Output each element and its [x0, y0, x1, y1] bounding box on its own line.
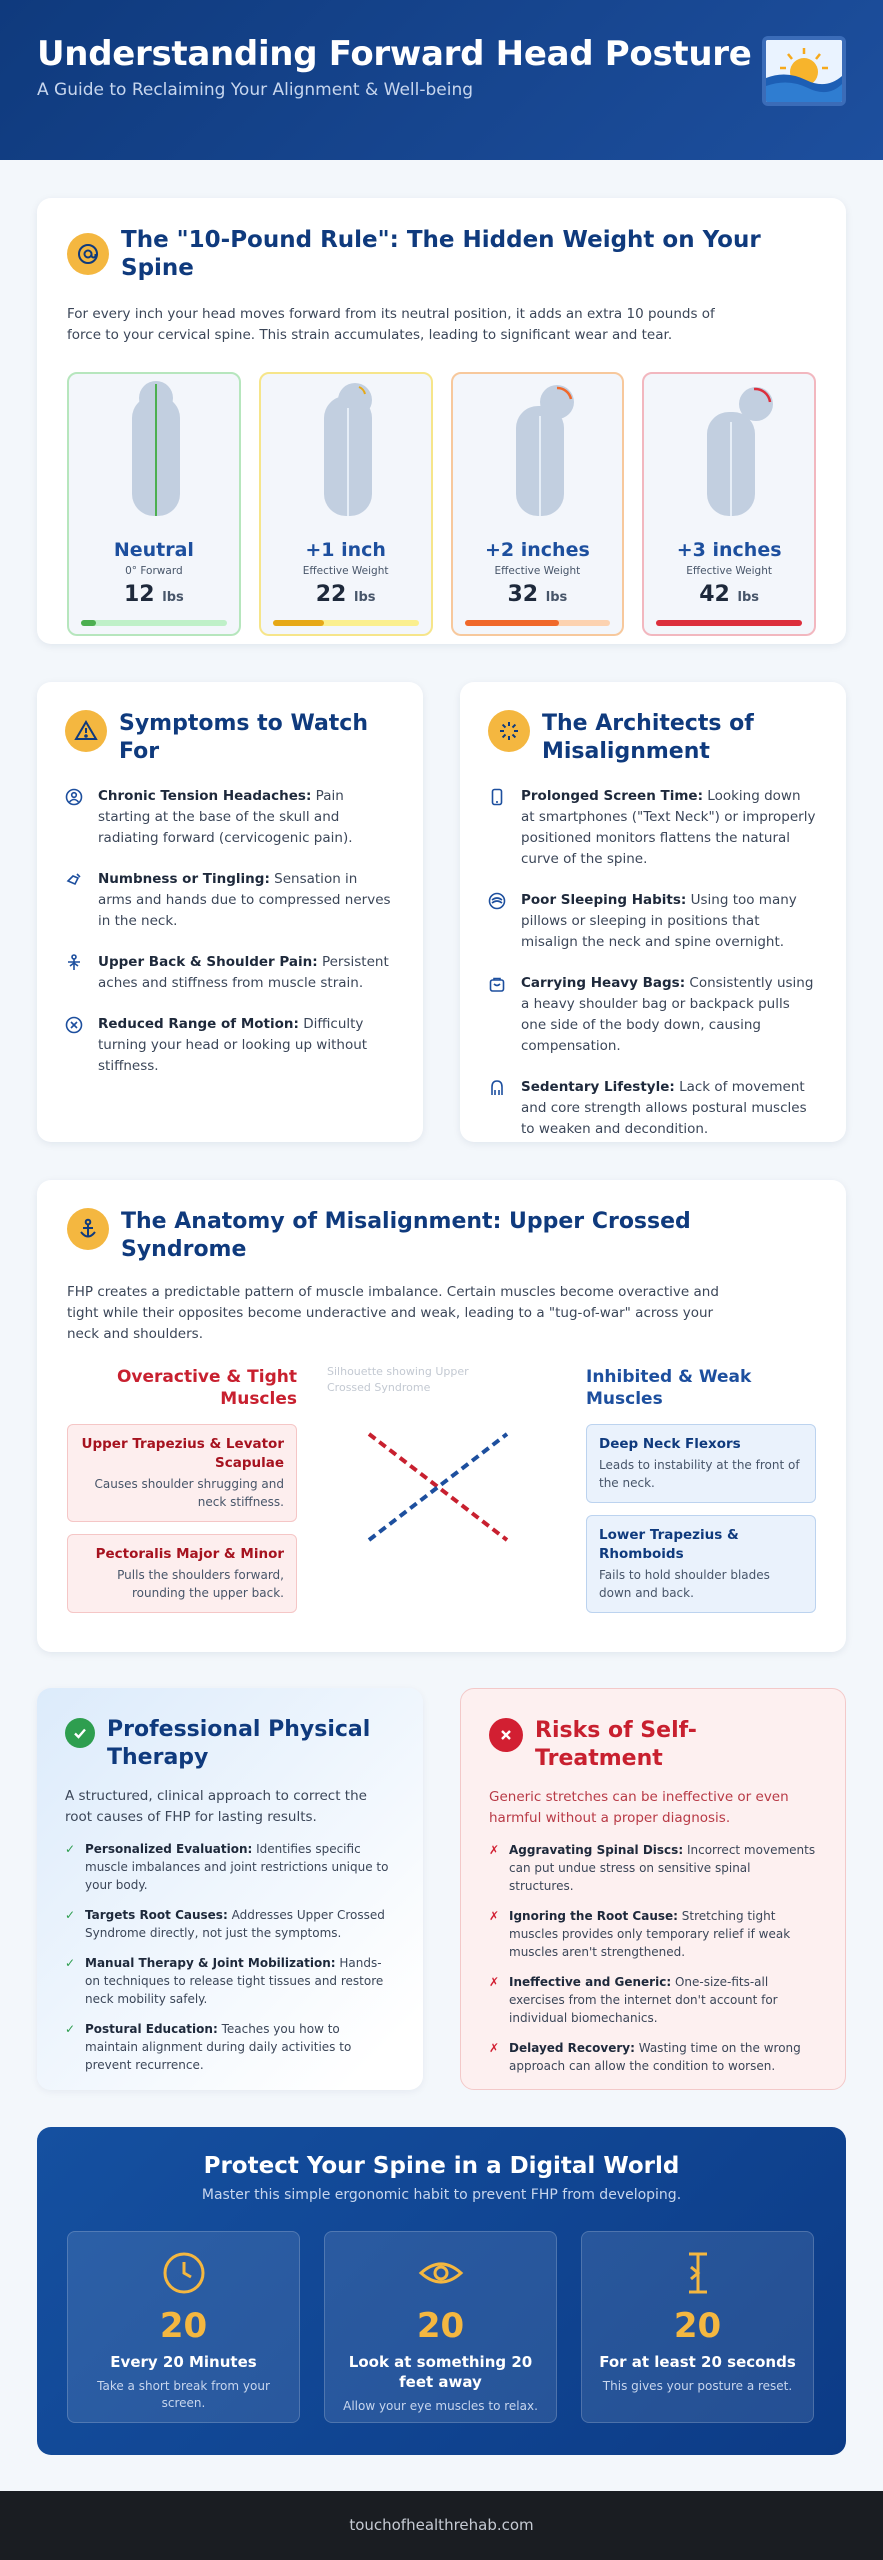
posture-sub: Effective Weight [494, 565, 581, 577]
list-item: ✓ Manual Therapy & Joint Mobilization: Hands-on techniques to release tight tissues and restore neck mobility safely. [65, 1956, 384, 2006]
head-icon [65, 788, 85, 849]
anatomy-title: The Anatomy of Misalignment: Upper Crossed Syndrome [121, 1209, 691, 1262]
tip-tile: 20 For at least 20 seconds This gives your posture a reset. [581, 2231, 814, 2423]
risks-section [460, 1688, 846, 2090]
symptoms-section [37, 682, 423, 1142]
page-subtitle: A Guide to Reclaiming Your Alignment & Well-being [37, 80, 474, 100]
protect-section [37, 2127, 846, 2455]
pt-title: Professional Physical Therapy [107, 1717, 371, 1770]
close-circle-icon [489, 1718, 523, 1752]
list-item: Upper Back & Shoulder Pain: Persistent aches and stiffness from muscle strain. [65, 952, 395, 994]
logo [762, 36, 846, 106]
forward-3-figure-icon [644, 374, 818, 534]
muscle-card: Deep Neck Flexors Leads to instability at the front of the neck. [586, 1424, 816, 1503]
forward-2-figure-icon [453, 374, 627, 534]
phone-icon [488, 788, 508, 870]
list-item: ✓ Postural Education: Teaches you how to maintain alignment during daily activities to prevent recurrence. [65, 2022, 352, 2072]
weight-bar-fill [465, 620, 560, 626]
cross-mark-icon: ✗ [489, 2041, 500, 2055]
burst-icon [488, 710, 530, 752]
list-item: ✓ Personalized Evaluation: Identifies specific muscle imbalances and joint restrictions unique to your body. [65, 1842, 389, 1892]
ten-pound-rule-intro: For every inch your head moves forward from its neutral position, it adds an extra 10 pounds of force to your cervical spine. This strain accumulates, leading to significant wear and tear. [67, 306, 715, 343]
cross-mark-icon: ✗ [489, 1975, 500, 1989]
protect-title: Protect Your Spine in a Digital World [203, 2153, 680, 2179]
eye-icon [418, 2250, 464, 2296]
footer [0, 2491, 883, 2560]
architects-title: The Architects of Misalignment [542, 711, 754, 764]
clock-icon [161, 2250, 207, 2296]
weight-bar-fill [81, 620, 96, 626]
timer-icon [675, 2250, 721, 2296]
check-mark-icon: ✓ [65, 1908, 76, 1922]
cross-mark-icon: ✗ [489, 1843, 500, 1857]
muscle-card: Pectoralis Major & Minor Pulls the shoulders forward, rounding the upper back. [67, 1534, 297, 1613]
list-item: ✗ Aggravating Spinal Discs: Incorrect movements can put undue stress on sensitive spinal structures. [489, 1843, 816, 1893]
overactive-column [67, 1366, 297, 1613]
tip-tile: 20 Every 20 Minutes Take a short break from your screen. [67, 2231, 300, 2423]
tip-tile: 20 Look at something 20 feet away Allow your eye muscles to relax. [324, 2231, 557, 2423]
architects-section [460, 682, 846, 1142]
forward-1-figure-icon [261, 374, 435, 534]
posture-card-3-inches [642, 372, 816, 636]
list-item: Sedentary Lifestyle: Lack of movement and core strength allows postural muscles to weaken and decondition. [488, 1077, 818, 1140]
ten-pound-rule-title: The "10-Pound Rule": The Hidden Weight on Your Spine [121, 227, 761, 281]
list-item: Carrying Heavy Bags: Consistently using a heavy shoulder bag or backpack pulls one side of the body down, causing compensation. [488, 973, 818, 1057]
cross-lines-icon [327, 1384, 557, 1584]
pt-intro: A structured, clinical approach to correct the root causes of FHP for lasting results. [65, 1788, 367, 1825]
check-circle-icon [65, 1718, 95, 1748]
inhibited-column [586, 1366, 816, 1613]
weight-bar [273, 620, 419, 626]
image-alt-text: Silhouette showing Upper Crossed Syndrome [327, 1365, 469, 1394]
list-item: ✗ Delayed Recovery: Wasting time on the wrong approach can allow the condition to worsen. [489, 2041, 801, 2073]
posture-sub: Effective Weight [302, 565, 389, 577]
list-item: Prolonged Screen Time: Looking down at smartphones ("Text Neck") or improperly positioned monitors flattens the natural curve of the spine. [488, 786, 818, 870]
neutral-figure-icon [69, 374, 243, 534]
posture-label: +3 inches [676, 539, 782, 561]
header [0, 0, 883, 160]
list-item: Numbness or Tingling: Sensation in arms and hands due to compressed nerves in the neck. [65, 869, 395, 932]
ten-pound-rule-section [37, 198, 846, 644]
anatomy-intro: FHP creates a predictable pattern of muscle imbalance. Certain muscles become overactive and tight while their opposites become underactive and weak, leading to a "tug-of-war" across your neck and shoulders. [67, 1284, 719, 1342]
page-title: Understanding Forward Head Posture [37, 34, 752, 74]
bag-icon [488, 975, 508, 1057]
posture-weight: 32 lbs [507, 582, 568, 607]
list-item: ✓ Targets Root Causes: Addresses Upper Crossed Syndrome directly, not just the symptoms. [65, 1908, 385, 1940]
posture-label: +1 inch [305, 539, 386, 561]
hand-icon [65, 871, 85, 932]
muscle-card: Upper Trapezius & Levator Scapulae Causes shoulder shrugging and neck stiffness. [67, 1424, 297, 1522]
list-item: ✗ Ignoring the Root Cause: Stretching tight muscles provides only temporary relief if weak muscles aren't strengthened. [489, 1909, 791, 1959]
list-item: Reduced Range of Motion: Difficulty turning your head or looking up without stiffness. [65, 1014, 395, 1077]
posture-cards [67, 372, 816, 636]
at-sign-icon [67, 233, 109, 275]
anchor-icon [67, 1208, 109, 1250]
posture-weight: 22 lbs [315, 582, 376, 607]
physical-therapy-section [37, 1688, 423, 2090]
footer-link[interactable]: touchofhealthrehab.com [349, 2516, 534, 2534]
x-circle-icon [65, 1016, 85, 1077]
list-item: Chronic Tension Headaches: Pain starting at the base of the skull and radiating forward (cervicogenic pain). [65, 786, 395, 849]
warning-icon [65, 710, 107, 752]
anatomy-section [37, 1180, 846, 1652]
weight-bar [465, 620, 611, 626]
person-icon [488, 1079, 508, 1140]
symptoms-title: Symptoms to Watch For [119, 711, 369, 764]
weight-bar [656, 620, 802, 626]
risks-title: Risks of Self-Treatment [535, 1718, 697, 1771]
posture-label: Neutral [113, 539, 194, 561]
sleep-icon [488, 892, 508, 953]
protect-lead: Master this simple ergonomic habit to prevent FHP from developing. [201, 2187, 682, 2203]
posture-sub: 0° Forward [125, 565, 183, 577]
posture-card-2-inches [451, 372, 625, 636]
upper-crossed-image [327, 1364, 557, 1584]
check-mark-icon: ✓ [65, 1956, 76, 1970]
posture-weight: 42 lbs [699, 582, 760, 607]
inhibited-title: Inhibited & Weak Muscles [586, 1367, 752, 1409]
posture-sub: Effective Weight [686, 565, 772, 577]
posture-card-1-inch [259, 372, 433, 636]
list-item: Poor Sleeping Habits: Using too many pillows or sleeping in positions that misalign the neck and spine overnight. [488, 890, 818, 953]
weight-bar-fill [273, 620, 324, 626]
check-mark-icon: ✓ [65, 2022, 76, 2036]
back-icon [65, 954, 85, 994]
weight-bar-fill [656, 620, 802, 626]
check-mark-icon: ✓ [65, 1842, 76, 1856]
overactive-title: Overactive & Tight Muscles [116, 1367, 297, 1409]
risks-intro: Generic stretches can be ineffective or even harmful without a proper diagnosis. [489, 1789, 789, 1826]
cross-mark-icon: ✗ [489, 1909, 500, 1923]
posture-card-neutral [67, 372, 241, 636]
muscle-card: Lower Trapezius & Rhomboids Fails to hold shoulder blades down and back. [586, 1515, 816, 1613]
list-item: ✗ Ineffective and Generic: One-size-fits-all exercises from the internet don't account for individual biomechanics. [489, 1975, 778, 2025]
posture-label: +2 inches [484, 539, 590, 561]
posture-weight: 12 lbs [123, 582, 184, 607]
weight-bar [81, 620, 227, 626]
